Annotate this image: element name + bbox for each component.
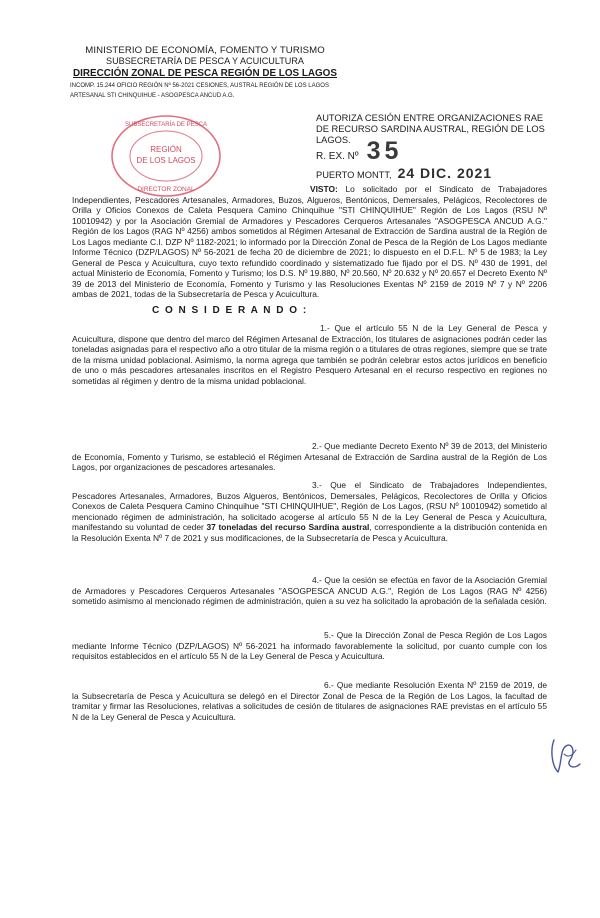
stamp-los-lagos-text: DE LOS LAGOS	[136, 156, 196, 165]
authorization-summary: AUTORIZA CESIÓN ENTRE ORGANIZACIONES RAE DE RECURSO SARDINA AUSTRAL, REGIÓN DE LOS LAGOS.	[316, 113, 545, 145]
considerando-3-text-a: 3.- Que el Sindicato de Trabajadores Independientes, Pescadores Artesanales, Armadores, Buzos Algueros, Bentónicos, Demersales, Pelágicos, Recolectores de Orilla y Oficios Conexos de Caleta Pesquera Camino Chinquihue "STI CHINQUIHUE", Región de Los Lagos, (RSU Nº 10010942) sometido al mencionado régimen de administración, ha solicitado acogerse al artículo 55 N de la Ley General de Pesca y Acuicultura, manifestando su voluntad de ceder	[72, 480, 547, 532]
reference-line-1: INCOMP. 15.244 OFICIO REGIÓN Nº 56-2021 CESIONES, AUSTRAL REGIÓN DE LOS LAGOS	[70, 83, 329, 89]
considerando-3-bold: 37 toneladas del recurso Sardina austral	[206, 522, 370, 532]
ministry-heading: MINISTERIO DE ECONOMÍA, FOMENTO Y TURISMO	[85, 45, 325, 56]
zonal-direction-heading: DIRECCIÓN ZONAL DE PESCA REGIÓN DE LOS LAGOS	[73, 68, 337, 79]
considerando-heading: C O N S I D E R A N D O :	[152, 305, 308, 316]
considerando-6	[72, 680, 547, 722]
signature-initials	[548, 736, 584, 778]
stamp-director-text: DIRECTOR ZONAL	[137, 186, 195, 193]
considerando-2-text: 2.- Que mediante Decreto Exento Nº 39 de 2013, del Ministerio de Economía, Fomento y Turismo, se estableció el Régimen Artesanal de Extracción de Sardina austral de la Región de Los Lagos, por organizaciones de pescadores artesanales.	[72, 441, 547, 472]
visto-paragraph	[72, 184, 547, 300]
considerando-5-text: 5.- Que la Dirección Zonal de Pesca Región de Los Lagos mediante Informe Técnico (DZP/LAGOS) Nº 56-2021 ha informado favorablemente la solicitud, por cuanto cumple con los requisitos establecidos en el artículo 55 N de la Ley General de Pesca y Acuicultura.	[72, 630, 547, 661]
considerando-3-text-b: , correspondiente a la distribución contenida en la Resolución Exenta Nº 7 de 2021 y sus modificaciones, de la Subsecretaría de Pesca y Acuicultura.	[72, 522, 547, 543]
stamp-region-text: REGIÓN	[150, 145, 182, 154]
stamp-ring-top-text: SUBSECRETARÍA DE PESCA	[125, 122, 207, 128]
considerando-4-text: 4.- Que la cesión se efectúa en favor de la Asociación Gremial de Armadores y Pescadores Cerqueros Artesanales "ASOGPESCA ANCUD A.G.", Región de Los Lagos (RAG Nº 4256) sometido asimismo al mencionado régimen de administración, quien a su vez ha solicitado la aprobación de la señalada cesión.	[72, 575, 547, 606]
visto-lead: VISTO:	[310, 184, 338, 194]
undersecretariat-heading: SUBSECRETARÍA DE PESCA Y ACUICULTURA	[106, 56, 304, 66]
considerando-2	[72, 441, 547, 473]
resolution-label: R. EX. Nº	[316, 151, 359, 162]
visto-text: Lo solicitado por el Sindicato de Trabajadores Independientes, Pescadores Artesanales, Armadores, Buzos, Algueros, Bentónicos, Demersales, Pelágicos, Recolectores de Orilla y Oficios Conexos de Caleta Pesquera Camino Chinquihue "STI CHINQUIHUE" Región de Los Lagos (RSU Nº 10010942) y por la Asociación Gremial de Armadores y Pescadores Cerqueros Artesanales "ASOGPESCA ANCUD A.G." Región de los Lagos (RAG Nº 4256) ambos sometidos al Régimen Artesanal de Extracción de Sardina austral de la Región de Los Lagos mediante C.I. DZP Nº 1182-2021; lo informado por la Dirección Zonal de Pesca de la Región de Los Lagos mediante Informe Técnico (DZP/LAGOS) Nº 56-2021 de fecha 20 de diciembre de 2021; lo dispuesto en el D.F.L. Nº 5 de 1983; la Ley General de Pesca y Acuicultura, cuyo texto refundido coordinado y sistematizado fue fijado por el DS. Nº 430 de 1991, del actual Ministerio de Economía, Fomento y Turismo; los D.S. Nº 19.880, Nº 20.560, Nº 20.632 y Nº 20.657 el Decreto Exento Nº 39 de 2013 del Ministerio de Economía, Fomento y Turismo y las Resoluciones Exentas Nº 2159 de 2019 Nº 7 y Nº 2206 ambas de 2021, todas de la Subsecretaría de Pesca y Acuicultura.	[72, 184, 547, 299]
date-stamp: 24 DIC. 2021	[397, 165, 493, 181]
place-date	[316, 165, 492, 181]
resolution-number-value: 35	[366, 137, 403, 165]
considerando-1-text: 1.- Que el artículo 55 N de la Ley General de Pesca y Acuicultura, dispone que dentro del marco del Régimen Artesanal de Extracción, los titulares de asignaciones podrán ceder las toneladas asignadas para el respectivo año a otro titular de la misma región o a titulares de otras regiones, siempre que se trate de la misma unidad poblacional. Asimismo, la norma agrega que también se podrán celebrar estos actos jurídicos en beneficio de uno o más pescadores artesanales inscritos en el Registro Pesquero Artesanal en el recurso respectivo en regiones no sometidas al régimen y dentro de la misma unidad poblacional.	[72, 323, 547, 386]
considerando-3	[72, 480, 547, 543]
considerando-6-text: 6.- Que mediante Resolución Exenta Nº 2159 de 2019, de la Subsecretaría de Pesca y Acuicultura se delegó en el Director Zonal de Pesca de la Región de Los Lagos, la facultad de tramitar y firmar las Resoluciones, relativas a solicitudes de cesión de titulares de asignaciones RAE previstas en el artículo 55 N de la Ley General de Pesca y Acuicultura.	[72, 680, 547, 722]
place-label: PUERTO MONTT,	[316, 170, 392, 180]
reference-line-2: ARTESANAL STI CHINQUIHUE - ASOGPESCA ANCUD A.G.	[70, 93, 235, 99]
considerando-5	[72, 630, 547, 662]
considerando-4	[72, 575, 547, 607]
considerando-1	[72, 323, 547, 386]
resolution-number	[316, 137, 402, 166]
